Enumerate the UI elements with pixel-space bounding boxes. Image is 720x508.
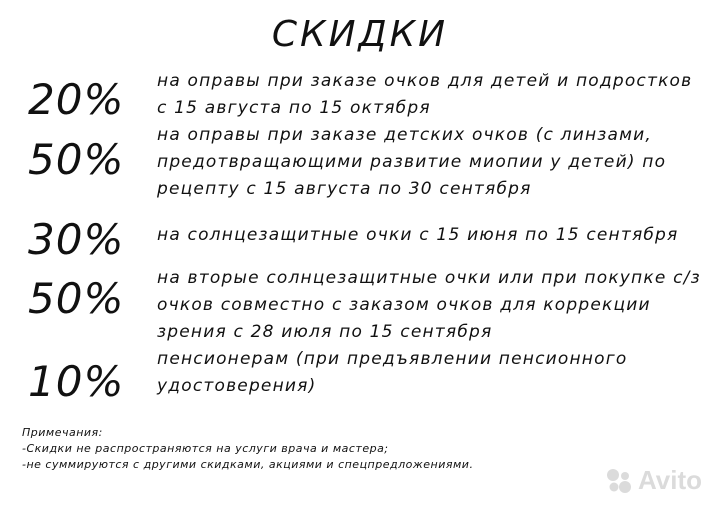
- discount-description-line: на оправы при заказе очков для детей и подростков: [157, 71, 693, 91]
- discount-percent: 30%: [28, 215, 125, 264]
- discount-description: [157, 222, 712, 249]
- discount-description-line: с 15 августа по 15 октября: [157, 98, 431, 118]
- discount-description-line: на оправы при заказе детских очков (с линзами,: [157, 125, 653, 145]
- notes-section: [22, 425, 622, 473]
- notes-heading: Примечания:: [22, 426, 103, 439]
- discount-description-line: на вторые солнцезащитные очки или при покупке с/з: [157, 268, 701, 288]
- discount-description-line: очков совместно с заказом очков для коррекции: [157, 295, 651, 315]
- note-item: -не суммируются с другими скидками, акциями и спецпредложениями.: [22, 458, 474, 471]
- discount-description: [157, 265, 712, 346]
- discount-description-line: предотвращающими развитие миопии у детей) по: [157, 152, 667, 172]
- page-title: СКИДКИ: [271, 14, 449, 55]
- discount-description: [157, 346, 712, 400]
- watermark-text: Avito: [637, 465, 702, 495]
- discount-description-line: на солнцезащитные очки с 15 июня по 15 сентября: [157, 225, 679, 245]
- discount-description-line: удостоверения): [157, 376, 317, 396]
- discount-description: [157, 122, 712, 203]
- note-item: -Скидки не распространяются на услуги врача и мастера;: [22, 442, 389, 455]
- discount-percent: 50%: [28, 135, 125, 184]
- discount-description-line: пенсионерам (при предъявлении пенсионного: [157, 349, 628, 369]
- discount-description: [157, 68, 712, 122]
- discount-description-line: зрения с 28 июля по 15 сентября: [157, 322, 493, 342]
- discount-percent: 20%: [28, 75, 125, 124]
- discount-percent: 50%: [28, 274, 125, 323]
- avito-logo-icon: [604, 466, 634, 496]
- discount-percent: 10%: [28, 357, 125, 406]
- discount-description-line: рецепту с 15 августа по 30 сентября: [157, 179, 532, 199]
- avito-watermark: [604, 465, 702, 496]
